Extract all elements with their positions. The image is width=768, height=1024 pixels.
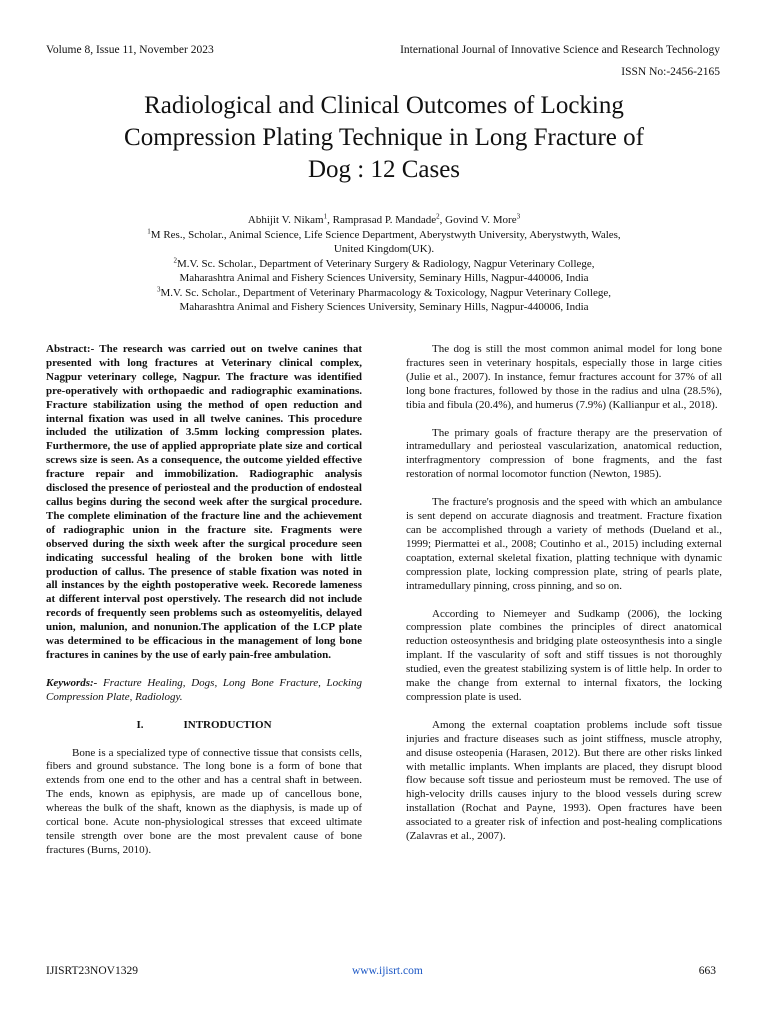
running-header-journal: International Journal of Innovative Science and Research Technology: [400, 44, 720, 56]
affiliation: [90, 257, 678, 286]
affiliation-line: M.V. Sc. Scholar., Department of Veterinary Pharmacology & Toxicology, Nagpur Veterinary College,: [160, 286, 611, 299]
affiliation-line: M Res., Scholar., Animal Science, Life Science Department, Aberystwyth University, Aberystwyth, Wales,: [150, 228, 621, 241]
affiliation-line: United Kingdom(UK).: [333, 243, 435, 255]
title-line: Dog : 12 Cases: [307, 156, 461, 183]
affiliation-sup: 2: [173, 255, 177, 264]
author-sup: 1: [323, 212, 328, 221]
author-sep: ,: [327, 214, 333, 226]
section-heading: [46, 719, 362, 733]
running-header-volume: Volume 8, Issue 11, November 2023: [46, 44, 214, 56]
affiliation: [90, 286, 678, 315]
section-title: INTRODUCTION: [183, 718, 272, 731]
author-name: Abhijit V. Nikam: [247, 214, 324, 226]
author-sup: 2: [436, 212, 440, 221]
footer-paper-id: IJISRT23NOV1329: [46, 965, 138, 977]
affiliation-sup: 1: [147, 226, 151, 235]
author-name: Ramprasad P. Mandade: [332, 214, 437, 226]
author-name: Govind V. More: [445, 214, 517, 226]
body-paragraph: The primary goals of fracture therapy are the preservation of intramedullary and periosteal vascularization, anatomical reduction, interfragmentory compression of bone fragments, and the fast restoration of normal locomotor function (Newton, 1985).: [406, 426, 722, 481]
body-paragraph: According to Niemeyer and Sudkamp (2006), the locking compression plate combines the principles of direct anatomical reduction osteosynthesis and bridging plate osteosynthesis into a single implant. If the vascularity of soft and stiff tissues is not thoroughly studied, even the greatest stabilizing system is of little help. In order to make the change from external to internal fixators, the locking compression plate is used.: [406, 607, 722, 703]
intro-paragraph: Bone is a specialized type of connective tissue that consists cells, fibers and ground substance. The long bone is a form of bone that extends from one end to the other and has a central shaft in between. The ends, known as epiphysis, are made up of cancellous bone, whereas the bulk of the shaft, known as the diaphysis, is made up of cortical bone. Acute non-physiological stresses that exceed ultimate tensile strength over bone are the most prevalent cause of bone fractures (Burns, 2010).: [46, 746, 362, 856]
body-paragraph: Among the external coaptation problems include soft tissue injuries and fracture diseases such as joint stiffness, muscle atrophy, and disuse osteopenia (Harasen, 2012). But there are other risks linked with metallic implants. When implants are placed, they disrupt blood flow because soft tissue and periosteum must be removed. The use of high-velocity drills causes injury to the blood vessels during screw installation (Rochat and Payne, 1993). Open fractures have been associated to a greater risk of infection and post-healing complications (Zalavras et al., 2007).: [406, 718, 722, 843]
right-column: [406, 343, 722, 844]
body-paragraph: The dog is still the most common animal model for long bone fractures seen in veterinary hospitals, especially those in large cities (Julie et al., 2007). In instance, femur fractures account for 37% of all long bone fractures, followed by those in the radius and ulna (28.5%), tibia and fibula (20.4%), and humerus (7.9%) (Kallianpur et al., 2018).: [406, 343, 722, 411]
keywords-label: Keywords:-: [46, 676, 98, 689]
issn-label: ISSN No:-2456-2165: [621, 66, 720, 78]
page-number: 663: [698, 965, 716, 977]
paper-title: [40, 90, 728, 186]
affiliation-sup: 3: [157, 284, 161, 293]
section-number: I.: [136, 718, 144, 731]
footer-website-link[interactable]: www.ijisrt.com: [352, 965, 423, 977]
affiliation-line: Maharashtra Animal and Fishery Sciences University, Seminary Hills, Nagpur-440006, India: [179, 301, 589, 313]
body-paragraph: The fracture's prognosis and the speed with which an ambulance is sent depend on accurate diagnosis and treatment. Fracture fixation can be accomplished through a variety of methods (Dueland et al., 1999; Piermattei et al., 2008; Coutinho et al., 2015) including external coaptation, external skeletal fixation, platting technique with dynamic compression plate, locking compression plate, string of pearls plate, intramedullary pinning, cross pinning, and so on.: [406, 496, 722, 592]
affiliation-line: Maharashtra Animal and Fishery Sciences University, Seminary Hills, Nagpur-440006, India: [179, 272, 589, 284]
keywords-paragraph: [46, 677, 362, 705]
keywords-text: Fracture Healing, Dogs, Long Bone Fracture, Locking Compression Plate, Radiology.: [46, 676, 362, 703]
author-names: [90, 213, 678, 228]
title-line: Compression Plating Technique in Long Fracture of: [124, 124, 644, 151]
author-sup: 3: [516, 212, 521, 221]
left-column: [46, 343, 362, 858]
author-sep: ,: [439, 214, 446, 226]
title-line: Radiological and Clinical Outcomes of Locking: [144, 92, 624, 119]
abstract-paragraph: Abstract:- The research was carried out on twelve canines that presented with long fractures at Veterinary clinical complex, Nagpur veterinary college, Nagpur. The fracture was identified pre-operatively with orthopaedic and radiographic examinations. Fracture stabilization using the method of open reduction and internal fixation was used in all twelve canines. This procedure included the utilization of 3.5mm locking compression plates. Furthermore, the use of applied appropriate plate size and cortical screws size is seen. As a consequence, the outcome yielded effective fracture repair and immobilization. Radiographic analysis disclosed the presence of periosteal and the production of endosteal callus begins during the second week after the surgical procedure. The complete elimination of the fracture line and the achievement of radiographic union in the fracture site. Fragments were observed during the sixth week after the surgical procedure seen indicating successful healing of the broken bone with little production of callus. The presence of stable fixation was noted in all instances by the eighth postoperative week. Recorede lameness at different interval post operstively. The research did not include records of frequently seen problems such as osteomyelitis, delayed union, malunion, and nonunion.The application of the LCP plate was determined to be efficacious in the management of long bone fractures in canines by the use of early pain-free ambulation.: [46, 343, 362, 661]
affiliation: [90, 228, 678, 257]
author-block: [90, 213, 678, 315]
affiliation-line: M.V. Sc. Scholar., Department of Veterinary Surgery & Radiology, Nagpur Veterinary College,: [176, 257, 595, 270]
